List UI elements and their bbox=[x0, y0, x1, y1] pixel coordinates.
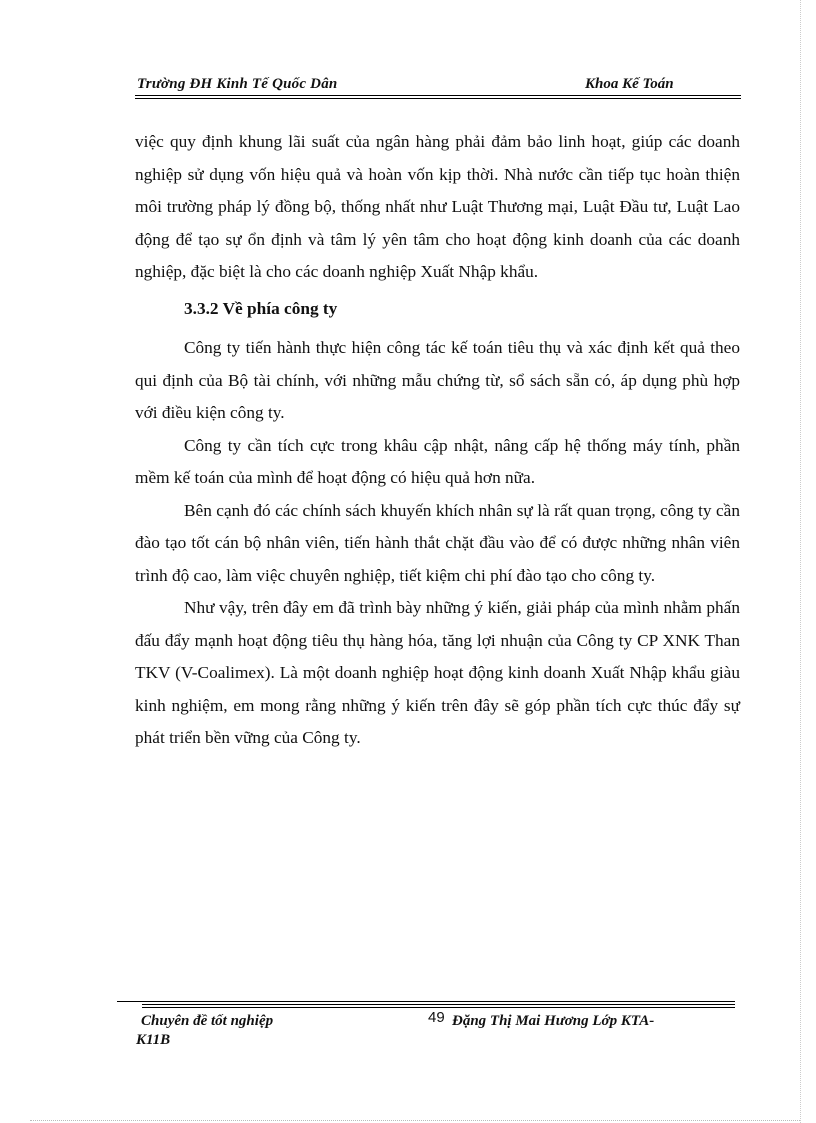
page-number: 49 bbox=[428, 1009, 445, 1026]
footer-rules bbox=[117, 1001, 735, 1008]
header-rule bbox=[135, 95, 741, 96]
page-header bbox=[135, 76, 741, 98]
section-heading: 3.3.2 Về phía công ty bbox=[184, 298, 338, 318]
document-body bbox=[135, 126, 740, 755]
page-edge-right bbox=[800, 0, 801, 1123]
body-paragraph: Như vậy, trên đây em đã trình bày những ý kiến, giải pháp của mình nhằm phấn đấu đẩy mạnh hoạt động tiêu thụ hàng hóa, tăng lợi nhuận của Công ty CP XNK Than TKV (V-Coalimex). Là một doanh nghiệp hoạt động kinh doanh Xuất Nhập khẩu giàu kinh nghiệm, em mong rằng những ý kiến trên đây sẽ góp phần tích cực thúc đẩy sự phát triển bền vững của Công ty. bbox=[135, 598, 740, 747]
body-paragraph: Công ty tiến hành thực hiện công tác kế toán tiêu thụ và xác định kết quả theo qui định của Bộ tài chính, với những mẫu chứng từ, sổ sách sẵn có, áp dụng phù hợp với điều kiện công ty. bbox=[135, 338, 740, 422]
body-paragraph: việc quy định khung lãi suất của ngân hàng phải đảm bảo linh hoạt, giúp các doanh nghiệp sử dụng vốn hiệu quả và hoàn vốn kịp thời. Nhà nước cần tiếp tục hoàn thiện môi trường pháp lý đồng bộ, thống nhất như Luật Thương mại, Luật Đầu tư, Luật Lao động để tạo sự ổn định và tâm lý yên tâm cho hoạt động kinh doanh của các doanh nghiệp, đặc biệt là cho các doanh nghiệp Xuất Nhập khẩu. bbox=[135, 132, 740, 281]
header-rule-thin bbox=[135, 98, 741, 99]
page-edge-bottom bbox=[30, 1120, 800, 1121]
footer-author-class-wrap: K11B bbox=[136, 1032, 171, 1048]
footer-document-type: Chuyên đề tốt nghiệp bbox=[141, 1013, 274, 1029]
body-paragraph: Bên cạnh đó các chính sách khuyến khích nhân sự là rất quan trọng, công ty cần đào tạo tốt cán bộ nhân viên, tiến hành thắt chặt đầu vào để có được những nhân viên trình độ cao, làm việc chuyên nghiệp, tiết kiệm chi phí đào tạo cho công ty. bbox=[135, 500, 740, 585]
header-school-name: Trường ĐH Kinh Tế Quốc Dân bbox=[137, 76, 338, 92]
footer-author: Đặng Thị Mai Hương Lớp KTA- bbox=[452, 1013, 655, 1029]
body-paragraph: Công ty cần tích cực trong khâu cập nhật, nâng cấp hệ thống máy tính, phần mềm kế toán của mình để hoạt động có hiệu quả hơn nữa. bbox=[135, 435, 740, 487]
header-faculty-name: Khoa Kế Toán bbox=[585, 76, 674, 92]
